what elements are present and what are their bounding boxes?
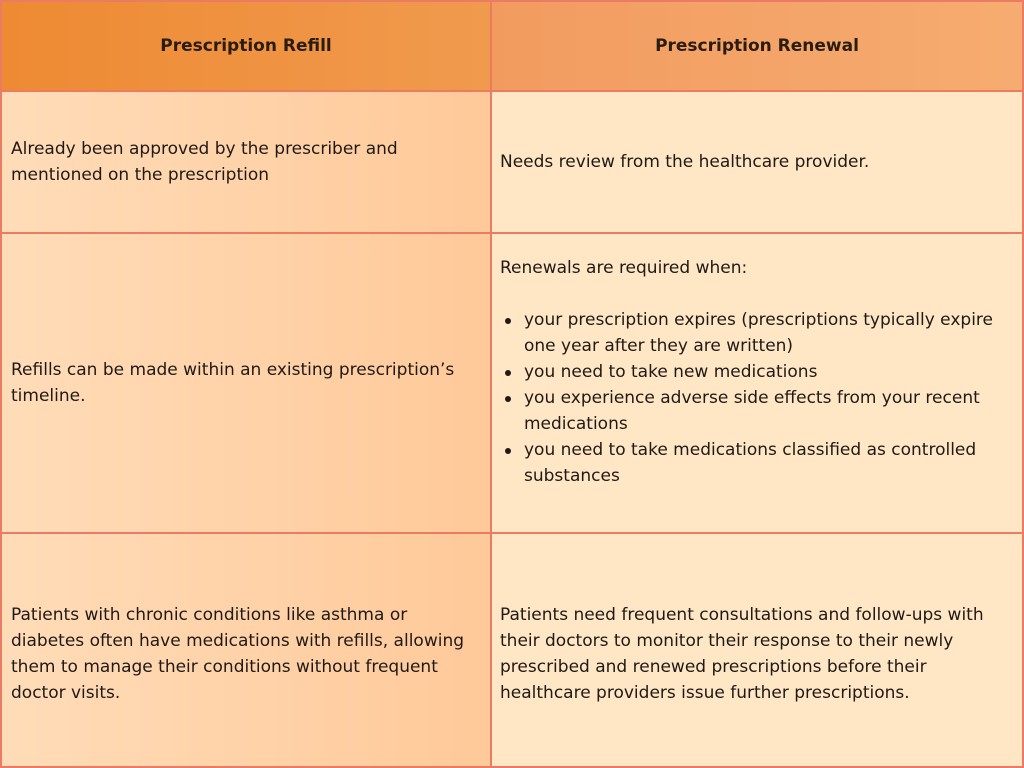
refill-cell: [0, 90, 492, 234]
bullet-dot-icon: [505, 370, 511, 376]
list-item: [524, 359, 1022, 385]
refill-text: Patients with chronic conditions like asthma or diabetes often have medications with refills, allowing them to manage their conditions without frequent doctor visits.: [11, 605, 465, 703]
list-item: [524, 385, 1022, 437]
list-item-text: you need to take new medications: [524, 362, 818, 382]
renewal-intro-text: Renewals are required when:: [500, 258, 748, 278]
header-cell-refill: [0, 0, 492, 92]
header-refill-label: Prescription Refill: [160, 36, 332, 56]
bullet-dot-icon: [505, 396, 511, 402]
refill-text: Refills can be made within an existing prescription’s timeline.: [11, 360, 455, 406]
renewal-text: Needs review from the healthcare provider.: [500, 152, 870, 172]
bullet-dot-icon: [505, 448, 511, 454]
renewal-cell: [490, 232, 1024, 534]
table-row: [0, 532, 1024, 768]
renewal-bullet-list: [492, 307, 1022, 489]
table-row: [0, 90, 1024, 234]
list-item-text: you experience adverse side effects from your recent medications: [524, 388, 980, 434]
list-item: [524, 437, 1022, 489]
refill-text: Already been approved by the prescriber and mentioned on the prescription: [11, 139, 398, 185]
renewal-text: Patients need frequent consultations and follow-ups with their doctors to monitor their response to their newly prescribed and renewed prescriptions before their healthcare providers issue further prescriptions.: [500, 605, 984, 703]
list-item: [524, 307, 1022, 359]
renewal-cell: [490, 90, 1024, 234]
table-header-row: [0, 0, 1024, 92]
renewal-content: [492, 234, 1022, 489]
header-renewal-label: Prescription Renewal: [655, 36, 859, 56]
refill-cell: [0, 532, 492, 768]
bullet-dot-icon: [505, 318, 511, 324]
list-item-text: your prescription expires (prescriptions typically expire one year after they are written): [524, 310, 993, 356]
list-item-text: you need to take medications classified as controlled substances: [524, 440, 977, 486]
refill-cell: [0, 232, 492, 534]
table-row: [0, 232, 1024, 534]
header-cell-renewal: [490, 0, 1024, 92]
renewal-cell: [490, 532, 1024, 768]
